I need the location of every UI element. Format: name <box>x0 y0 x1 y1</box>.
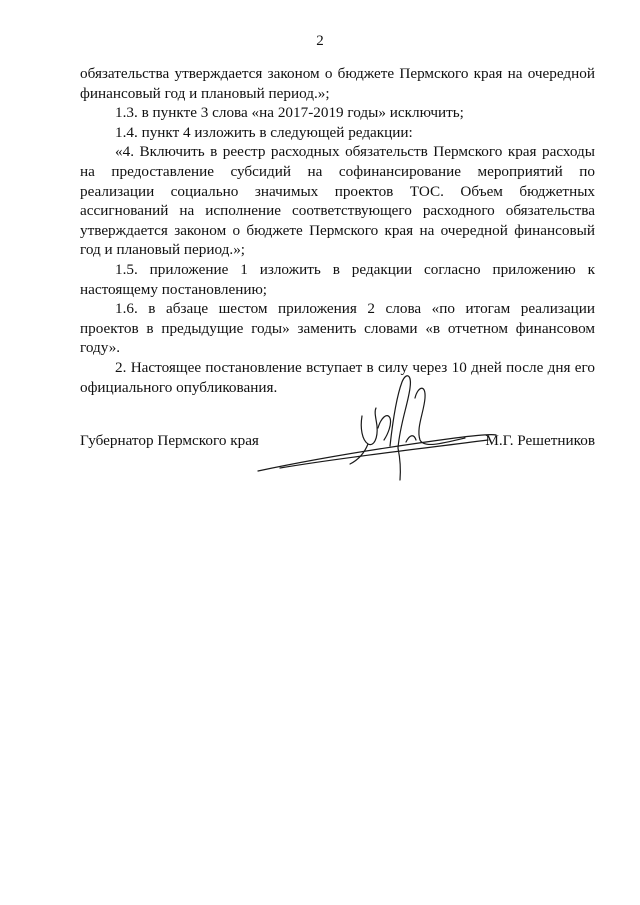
page-number: 2 <box>316 33 324 49</box>
signature-block <box>80 425 595 449</box>
paragraph-item-1-3: 1.3. в пункте 3 слова «на 2017-2019 годы» исключить; <box>115 104 464 122</box>
paragraph-item-1-4: 1.4. пункт 4 изложить в следующей редакции: <box>115 123 413 141</box>
paragraph-quoted-point-4: «4. Включить в реестр расходных обязательств Пермского края расходы на предоставление субсидий на софинансирование мероприятий по реализации социально значимых проектов ТОС. Объем бюджетных ассигнований на исполнение соответствующего расходного обязательства утверждается законом о бюджете Пермского края на очередной финансовый год и плановый период.»; <box>80 143 595 259</box>
paragraph-item-2: 2. Настоящее постановление вступает в силу через 10 дней после дня его официального опубликования. <box>80 358 595 396</box>
signer-title: Губернатор Пермского края <box>80 432 259 449</box>
paragraph-item-1-6: 1.6. в абзаце шестом приложения 2 слова «по итогам реализации проектов в предыдущие годы» заменить словами «в отчетном финансовом году». <box>80 300 595 357</box>
paragraph-item-1-5: 1.5. приложение 1 изложить в редакции согласно приложению к настоящему постановлению; <box>80 260 595 298</box>
document-body <box>80 64 595 397</box>
paragraph-continuation: обязательства утверждается законом о бюджете Пермского края на очередной финансовый год и плановый период.»; <box>80 65 595 102</box>
signer-name: М.Г. Решетников <box>485 432 595 449</box>
